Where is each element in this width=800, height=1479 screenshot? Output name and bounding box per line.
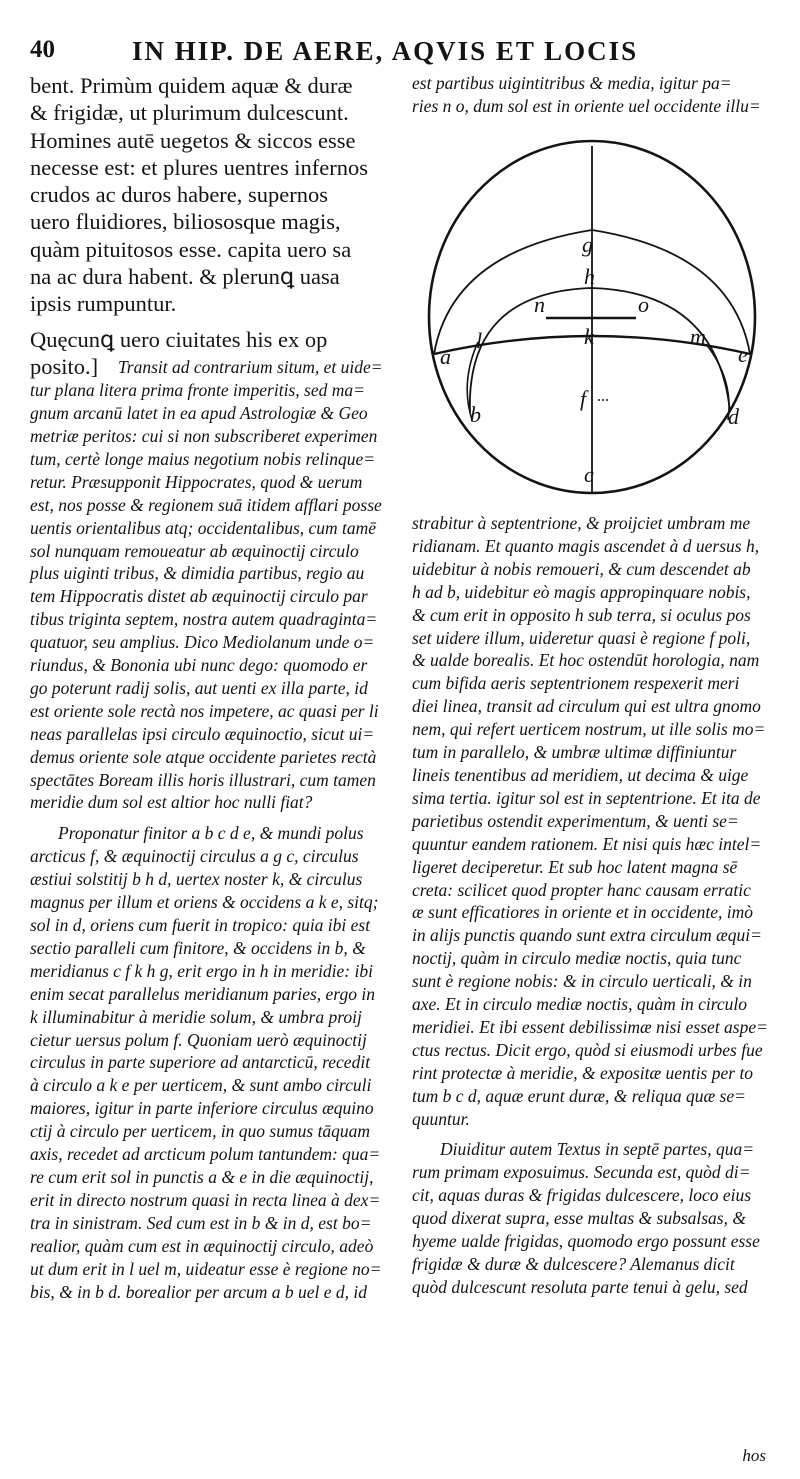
text-line: uero fluidiores, biliososque magis, (30, 209, 341, 235)
text-line: meridiei. Et ibi essent debilissimæ nisi esset aspe= (412, 1016, 768, 1037)
text-line: posito.] (30, 353, 99, 379)
astronomical-diagram (412, 122, 782, 502)
text-line: hyeme ualde frigidas, quomodo ergo possunt esse (412, 1231, 760, 1252)
text-line: gnum arcanū latet in ea apud Astrologiæ & Geo (30, 403, 368, 424)
text-line: cum bifida aeris septentrionem respexerit meri (412, 673, 740, 694)
text-line: bent. Primùm quidem aquæ & duræ (30, 73, 353, 98)
text-line: axis, recedet ad arcticum polum tantundem: qua= (30, 1144, 381, 1165)
text-line: cit, aquas duras & frigidas dulcescere, loco eius (412, 1185, 752, 1206)
text-line: ligeret deciperetur. Et sub hoc latent magna sē (412, 856, 738, 877)
text-line: ipsis rumpuntur. (30, 291, 177, 317)
text-line: ctij à circulo per uerticem, in quo sumus tāquam (30, 1121, 371, 1142)
page-number: 40 (30, 36, 55, 63)
text-line: set uidere illum, uideretur quasi è regione f poli, (412, 627, 751, 648)
catchword: hos (742, 1446, 766, 1465)
commentary-paragraph-2 (30, 822, 398, 1303)
text-line: na ac dura habent. & plerunꝗ uasa (30, 264, 340, 290)
text-line: strabitur à septentrione, & proijciet umbram me (412, 513, 751, 533)
label-b: b (470, 402, 481, 427)
text-line: quòd dulcescunt resoluta parte tenui à gelu, sed (412, 1276, 748, 1297)
text-line: ut dum erit in l uel m, uideatur esse è regione no= (30, 1258, 382, 1279)
text-line: magnus per illum et oriens & occidens a k e, sitq; (30, 892, 379, 913)
text-line: Homines autē uegetos & siccos esse (30, 127, 356, 153)
text-line: tum, certè longe maius negotium nobis relinque= (30, 448, 376, 469)
text-line: nem, qui refert uerticem nostrum, ut ille solis mo= (412, 719, 766, 740)
text-line: est partibus uigintitribus & media, igitur pa= (412, 73, 732, 93)
text-line: arcticus f, & æquinoctij circulus a g c, circulus (30, 846, 359, 867)
label-h: h (584, 264, 595, 289)
text-line: circulus in parte superiore ad antarcticū, recedit (30, 1052, 371, 1073)
text-line: uidebitur à nobis remoueri, & cum descendet ab (412, 558, 751, 579)
label-o: o (638, 292, 649, 317)
text-line: k illuminabitur à meridie solum, & umbra proij (30, 1006, 362, 1027)
text-line: erit in directo nostrum quasi in recta linea à dex= (30, 1189, 381, 1210)
text-line: axe. Et in circulo mediæ noctis, quàm in circulo (412, 994, 748, 1015)
text-line: ctus rectus. Dicit ergo, quòd si eiusmodi urbes fue (412, 1039, 763, 1060)
text-line: parietibus ostendit experimentum, & uenti se= (412, 810, 739, 831)
label-f: f (580, 386, 587, 411)
text-line: frigidæ & duræ & dulcescere? Alemanus dicit (412, 1254, 735, 1274)
text-line: tibus triginta septem, nostra autem quadraginta= (30, 609, 378, 630)
label-n: n (534, 292, 545, 317)
text-line: æstiui solstitij b h d, uertex noster k, & circulus (30, 869, 363, 890)
text-line: tur plana litera prima fronte imperitis, sed ma= (30, 380, 365, 401)
text-line: noctij, quàm in circulo mediæ noctis, quia tunc (412, 948, 742, 969)
label-d: d (728, 404, 739, 429)
text-line: demus oriente sole atque occidente parietes rectà (30, 746, 377, 767)
text-line: sima tertia. igitur sol est in septentrione. Et ita de (412, 787, 761, 808)
text-line: quuntur. (412, 1108, 470, 1129)
text-line: & ualde borealis. Et hoc ostendūt horologia, nam (412, 650, 760, 671)
text-line: est oriente sole rectà nos impetere, ac quasi per li (30, 700, 379, 721)
text-line: h ad b, uidebitur eò magis appropinquare nobis, (412, 581, 751, 602)
text-line: enim secat parallelus meridianum paries, ergo in (30, 983, 375, 1004)
text-line: quuntur eandem rationem. Et nisi quis hæc intel= (412, 833, 762, 854)
text-line: quod dixerat supra, esse multas & subsalsas, & (412, 1208, 746, 1229)
text-line: realior, quàm cum est in æquinoctij circulo, adeò (30, 1235, 374, 1256)
text-line: uentis orientalibus atq; occidentalibus, cum tamē (30, 517, 377, 538)
text-line: ridianam. Et quanto magis ascendet à d uersus h, (412, 535, 760, 556)
text-line: quàm pituitosos esse. capita uero sa (30, 236, 352, 262)
text-line: spectātes Boream illis horis illustrari, cum tamen (30, 769, 376, 790)
text-line: crudos ac duros habere, supernos (30, 182, 329, 208)
text-line: tra in sinistram. Sed cum est in b & in d, est bo= (30, 1212, 372, 1233)
text-line: riundus, & Bononia ubi nunc dego: quomodo er (30, 655, 368, 676)
label-a: a (440, 344, 451, 369)
text-line: maiores, igitur in parte inferiore circulus æquino (30, 1098, 374, 1119)
text-line: re cum erit sol in punctis a & e in die æquinoctij, (30, 1166, 374, 1187)
text-line: quatuor, seu amplius. Dico Mediolanum unde o= (30, 632, 375, 653)
left-column (30, 72, 398, 1303)
text-line: sunt è regione nobis: & in circulo uerticali, & in (412, 971, 752, 992)
text-line: creta: scilicet quod propter hanc causam erratic (412, 879, 751, 900)
right-column-body (412, 512, 774, 1299)
text-line: cietur uersus polum f. Quoniam uerò æquinoctij (30, 1029, 367, 1050)
label-e: e (738, 342, 748, 367)
text-line: rum primam exposuimus. Secunda est, quòd di= (412, 1162, 751, 1183)
text-line: bis, & in b d. borealior per arcum a b uel e d, id (30, 1281, 368, 1302)
text-line: sol in d, oriens cum fuerit in tropico: quia ibi est (30, 915, 371, 936)
text-line: sol nunquam remoueatur ab æquinoctij circulo (30, 540, 359, 561)
text-line: æ sunt efficatiores in oriente et in occidente, imò (412, 902, 754, 923)
roman-paragraph-1 (30, 72, 398, 318)
text-line: Proponatur finitor a b c d e, & mundi polus (58, 823, 364, 844)
diagram-svg (412, 122, 782, 502)
text-line: rint protectæ à meridie, & expositæ uentis per to (412, 1062, 754, 1083)
text-line: diei linea, transit ad circulum qui est ultra gnomo (412, 696, 761, 717)
text-line: neas parallelas ipsi circulo æquinoctio, sicut ui= (30, 723, 375, 744)
commentary-paragraph-1 (30, 356, 398, 814)
label-k: k (584, 324, 594, 349)
label-c: c (584, 462, 594, 487)
text-line: tem Hippocratis distet ab æquinoctij circulo par (30, 586, 368, 607)
text-line: est, nos posse & regionem suā itidem afflari posse (30, 494, 382, 515)
text-line: go poterunt radij solis, aut uenti ex illa parte, id (30, 677, 368, 698)
text-line: plus uiginti tribus, & dimidia partibus, regio au (30, 563, 365, 584)
text-line: & frigidæ, ut plurimum dulcescunt. (30, 100, 349, 126)
text-line: ries n o, dum sol est in oriente uel occidente illu= (412, 95, 761, 116)
running-head (0, 32, 800, 72)
text-line: retur. Præsupponit Hippocrates, quod & uerum (30, 471, 363, 492)
text-line: meridie dum sol est altior hoc nulli fiat? (30, 792, 313, 813)
label-l: l (476, 328, 483, 353)
text-line: Quęcunꝗ uero ciuitates his ex op (30, 326, 328, 352)
text-line: metriæ peritos: cui si non subscriberet experimen (30, 425, 378, 446)
text-line: sectio paralleli cum finitore, & occidens in b, & (30, 937, 366, 958)
running-title: IN HIP. DE AERE, AQVIS ET LOCIS (132, 36, 639, 66)
text-line: & cum erit in opposito h sub terra, si oculus pos (412, 604, 751, 625)
text-line: à circulo a k e per uerticem, & sunt ambo circuli (30, 1075, 372, 1096)
text-line: Transit ad contrarium situm, et uide= (118, 357, 383, 378)
solstice-arc (470, 288, 730, 412)
text-line: tum in parallelo, & umbræ ultimæ diffiniuntur (412, 742, 737, 763)
text-line: Diuiditur autem Textus in septē partes, qua= (440, 1139, 755, 1160)
text-line: in alijs punctis quando sunt extra circulum æqui= (412, 925, 762, 946)
arc-m-d (706, 344, 729, 420)
label-m: m (690, 324, 706, 349)
right-column-top (412, 72, 774, 118)
text-line: meridianus c f k h g, erit ergo in h in meridie: ibi (30, 960, 373, 981)
text-line: tum b c d, aquæ erunt duræ, & reliqua quæ se= (412, 1085, 746, 1106)
text-line: lineis tenentibus ad meridiem, ut decima & uige (412, 764, 749, 785)
text-line: necesse est: et plures uentres infernos (30, 154, 369, 180)
label-g: g (582, 232, 593, 257)
